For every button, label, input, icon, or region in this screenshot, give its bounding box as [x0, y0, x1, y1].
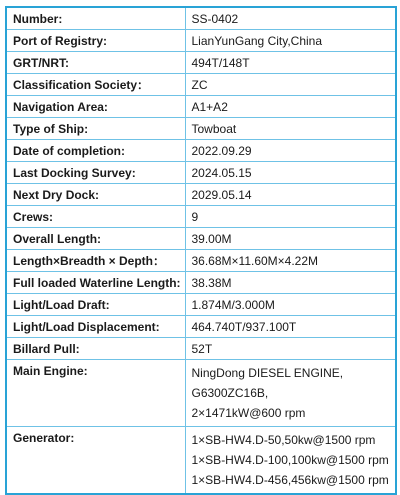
row-label-port-of-registry: Port of Registry:	[6, 30, 185, 52]
row-label-light-load-draft: Light/Load Draft:	[6, 294, 185, 316]
table-row	[6, 162, 396, 184]
row-label-billard-pull: Billard Pull:	[6, 338, 185, 360]
row-label-type-of-ship: Type of Ship:	[6, 118, 185, 140]
row-value-last-docking-survey: 2024.05.15	[185, 162, 396, 184]
row-value-next-dry-dock: 2029.05.14	[185, 184, 396, 206]
row-value-light-load-displacement: 464.740T/937.100T	[185, 316, 396, 338]
row-value-navigation-area: A1+A2	[185, 96, 396, 118]
row-label-light-load-displacement: Light/Load Displacement:	[6, 316, 185, 338]
row-value-type-of-ship: Towboat	[185, 118, 396, 140]
row-value-overall-length: 39.00M	[185, 228, 396, 250]
row-value-main-engine	[185, 360, 396, 427]
row-label-date-of-completion: Date of completion:	[6, 140, 185, 162]
table-row	[6, 118, 396, 140]
table-row	[6, 294, 396, 316]
row-value-light-load-draft: 1.874M/3.000M	[185, 294, 396, 316]
generator-line: 1×SB-HW4.D-50,50kw@1500 rpm	[191, 433, 376, 447]
table-row	[6, 30, 396, 52]
table-row	[6, 272, 396, 294]
table-row	[6, 74, 396, 96]
row-value-crews: 9	[185, 206, 396, 228]
generator-line: 1×SB-HW4.D-100,100kw@1500 rpm	[191, 453, 389, 467]
ship-specification-table	[5, 6, 397, 495]
main-engine-line: NingDong DIESEL ENGINE,	[191, 366, 344, 380]
row-label-generator: Generator:	[6, 427, 185, 495]
row-label-overall-length: Overall Length:	[6, 228, 185, 250]
generator-line: 1×SB-HW4.D-456,456kw@1500 rpm	[191, 473, 389, 487]
row-value-length-breadth-depth: 36.68M×11.60M×4.22M	[185, 250, 396, 272]
table-row	[6, 360, 396, 427]
row-label-full-loaded-waterline-length: Full loaded Waterline Length:	[6, 272, 185, 294]
main-engine-line: 2×1471kW@600 rpm	[191, 406, 306, 420]
main-engine-line: G6300ZC16B,	[191, 386, 269, 400]
row-value-grt-nrt: 494T/148T	[185, 52, 396, 74]
table-row	[6, 184, 396, 206]
table-row	[6, 250, 396, 272]
row-label-classification-society: Classification Society：	[6, 74, 185, 96]
row-value-full-loaded-waterline-length: 38.38M	[185, 272, 396, 294]
row-label-last-docking-survey: Last Docking Survey:	[6, 162, 185, 184]
table-row	[6, 206, 396, 228]
table-row	[6, 140, 396, 162]
row-label-navigation-area: Navigation Area:	[6, 96, 185, 118]
table-row	[6, 96, 396, 118]
table-row	[6, 427, 396, 495]
row-label-next-dry-dock: Next Dry Dock:	[6, 184, 185, 206]
row-value-number: SS-0402	[185, 7, 396, 30]
row-label-grt-nrt: GRT/NRT:	[6, 52, 185, 74]
table-row	[6, 316, 396, 338]
row-value-classification-society: ZC	[185, 74, 396, 96]
table-row	[6, 228, 396, 250]
row-value-billard-pull: 52T	[185, 338, 396, 360]
row-label-crews: Crews:	[6, 206, 185, 228]
table-row	[6, 338, 396, 360]
row-label-main-engine: Main Engine:	[6, 360, 185, 427]
table-row	[6, 7, 396, 30]
row-value-generator	[185, 427, 396, 495]
row-value-date-of-completion: 2022.09.29	[185, 140, 396, 162]
row-value-port-of-registry: LianYunGang City,China	[185, 30, 396, 52]
table-row	[6, 52, 396, 74]
row-label-length-breadth-depth: Length×Breadth × Depth：	[6, 250, 185, 272]
row-label-number: Number:	[6, 7, 185, 30]
